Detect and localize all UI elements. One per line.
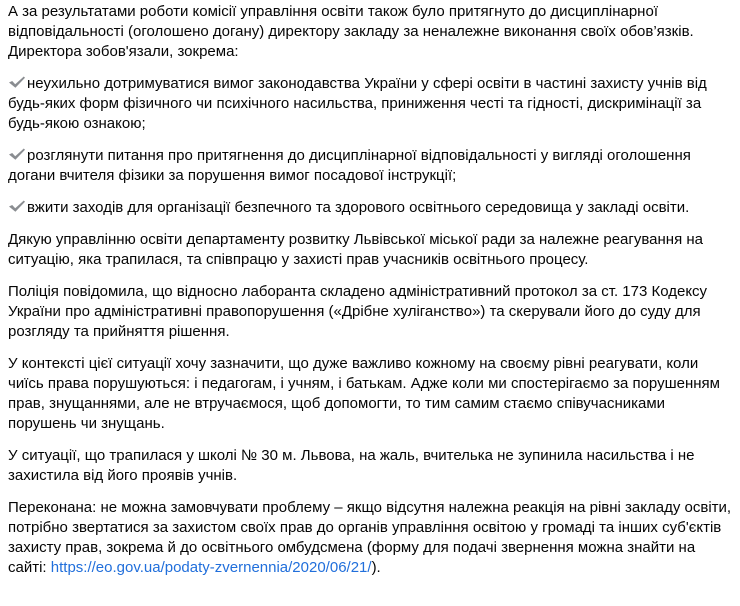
list-item-text: розглянути питання про притягнення до дисциплінарної відповідальності у вигляді оголошення догани вчителя фізики за порушення вимог посадової інструкції;: [8, 147, 691, 184]
paragraph-thanks: Дякую управлінню освіти департаменту розвитку Львівської міської ради за належне реагування на ситуацію, яка трапилася, та співпрацю у захисті прав учасників освітнього процесу.: [8, 231, 703, 268]
paragraph-context: У контексті цієї ситуації хочу зазначити, що дуже важливо кожному на своєму рівні реагувати, коли чиїсь права порушуються: і педагогам, і учням, і батькам. Адже коли ми спостерігаємо за порушенням прав, знущаннями, але не втручаємося, щоб допомогти, то тим самим стаємо співучасниками порушень чи знущань.: [8, 355, 720, 432]
heavy-check-mark-icon: [8, 75, 26, 89]
paragraph-commission: А за результатами роботи комісії управління освіти також було притягнуто до дисциплінарної відповідальності (оголошено догану) директору закладу за неналежне виконання своїх обов’язків. Директора зобов'язали, зокрема:: [8, 3, 694, 60]
list-item-text: вжити заходів для організації безпечного та здорового освітнього середовища у закладі освіти.: [27, 199, 690, 216]
list-item-1: [8, 74, 732, 134]
post-body: [0, 2, 740, 578]
heavy-check-mark-icon: [8, 199, 26, 213]
list-item-3: [8, 198, 732, 218]
ombudsman-link[interactable]: https://eo.gov.ua/podaty-zvernennia/2020/06/21/: [50, 559, 372, 576]
paragraph-school: У ситуації, що трапилася у школі № 30 м. Львова, на жаль, вчителька не зупинила насильства і не захистила від його проявів учнів.: [8, 447, 695, 484]
paragraph-police: Поліція повідомила, що відносно лаборанта складено адміністративний протокол за ст. 173 Кодексу України про адміністративні правопорушення («Дрібне хуліганство») та скерували його до суду для розгляду та прийняття рішення.: [8, 283, 708, 340]
paragraph-conviction: [8, 498, 732, 578]
paragraph-conviction-text: Переконана: не можна замовчувати проблему – якщо відсутня належна реакція на рівні закладу освіти, потрібно звертатися за захистом своїх прав до органів управління освітою у громаді та інших суб'єктів захисту прав, зокрема й до освітнього омбудсмена (форму для подачі звернення можна знайти на сайті:: [8, 499, 732, 576]
list-item-2: [8, 146, 732, 186]
paragraph-conviction-end: ).: [371, 559, 381, 576]
list-item-text: неухильно дотримуватися вимог законодавства України у сфері освіти в частині захисту учнів від будь-яких форм фізичного чи психічного насильства, приниження честі та гідності, дискримінації за будь-якою ознакою;: [8, 75, 707, 132]
heavy-check-mark-icon: [8, 147, 26, 161]
